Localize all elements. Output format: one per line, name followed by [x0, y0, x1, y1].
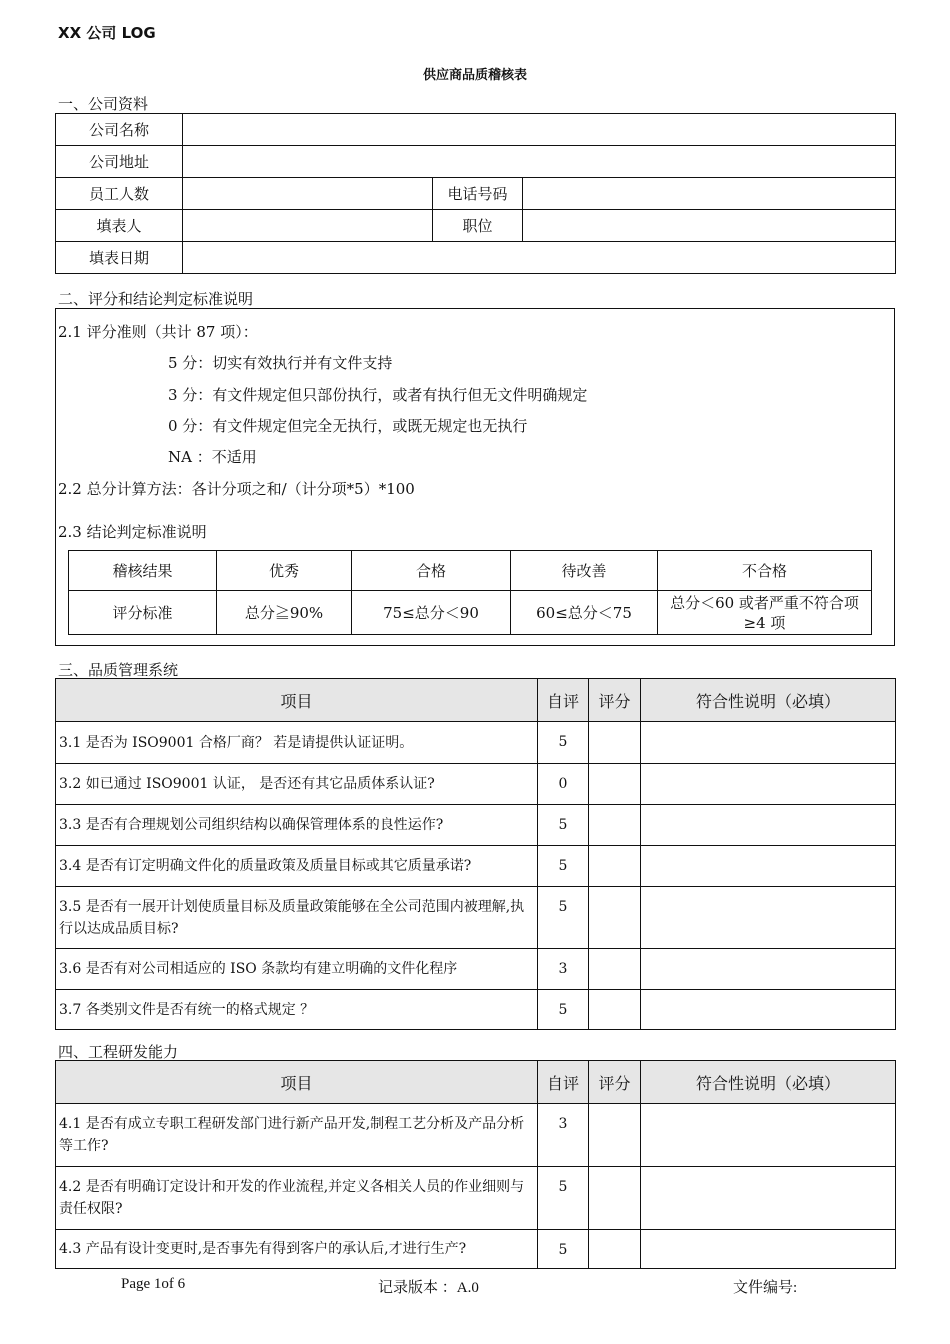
engineering-rd-table: [55, 1060, 896, 1269]
table-row-item: 4.2 是否有明确订定设计和开发的作业流程,并定义各相关人员的作业细则与责任权限?: [56, 1167, 538, 1230]
std-header-0: 稽核结果: [69, 551, 217, 591]
table-row-item: 3.3 是否有合理规划公司组织结构以确保管理体系的良性运作?: [56, 805, 538, 846]
phone-label: 电话号码: [433, 178, 523, 210]
score-cell[interactable]: [589, 846, 641, 887]
self-score[interactable]: 5: [538, 805, 589, 846]
q3-header-score: 评分: [589, 679, 641, 722]
std-header-2: 合格: [352, 551, 511, 591]
company-info-table: [55, 113, 896, 274]
std-header-4: 不合格: [658, 551, 872, 591]
criteria-line-7: 2.3 结论判定标准说明: [58, 523, 207, 541]
fill-date-field[interactable]: [183, 242, 896, 274]
company-name-label: 公司名称: [56, 114, 183, 146]
section3-title: 三、品质管理系统: [58, 661, 179, 679]
company-address-field[interactable]: [183, 146, 896, 178]
std-value-4: 总分＜60 或者严重不符合项≥4 项: [658, 591, 872, 635]
self-score[interactable]: 5: [538, 990, 589, 1030]
self-score[interactable]: 3: [538, 949, 589, 990]
employees-label: 员工人数: [56, 178, 183, 210]
criteria-box: [55, 308, 895, 646]
score-cell[interactable]: [589, 990, 641, 1030]
self-score[interactable]: 5: [538, 887, 589, 949]
criteria-line-4: 0 分：有文件规定但完全无执行，或既无规定也无执行: [168, 417, 528, 435]
compliance-note-cell[interactable]: [641, 1230, 896, 1269]
company-name-field[interactable]: [183, 114, 896, 146]
standard-table: [68, 550, 872, 635]
section4-title: 四、工程研发能力: [58, 1043, 179, 1061]
compliance-note-cell[interactable]: [641, 764, 896, 805]
compliance-note-cell[interactable]: [641, 1167, 896, 1230]
filler-field[interactable]: [183, 210, 433, 242]
table-row-item: 3.5 是否有一展开计划使质量目标及质量政策能够在全公司范围内被理解,执行以达成品质目标?: [56, 887, 538, 949]
compliance-note-cell[interactable]: [641, 887, 896, 949]
compliance-note-cell[interactable]: [641, 805, 896, 846]
self-score[interactable]: 0: [538, 764, 589, 805]
criteria-line-6: 2.2 总分计算方法：各计分项之和/（计分项*5）*100: [58, 480, 415, 498]
q4-header-self: 自评: [538, 1061, 589, 1104]
quality-system-table: [55, 678, 896, 1030]
form-title: 供应商品质稽核表: [422, 68, 527, 83]
score-cell[interactable]: [589, 887, 641, 949]
q4-header-item: 项目: [56, 1061, 538, 1104]
self-score[interactable]: 3: [538, 1104, 589, 1167]
page-number: Page 1of 6: [121, 1276, 186, 1292]
std-value-1: 总分≧90%: [217, 591, 352, 635]
company-logo: XX 公司 LOG: [58, 24, 156, 42]
std-value-3: 60≤总分＜75: [511, 591, 658, 635]
score-cell[interactable]: [589, 722, 641, 764]
self-score[interactable]: 5: [538, 1167, 589, 1230]
table-row-item: 3.1 是否为 ISO9001 合格厂商？ 若是请提供认证证明。: [56, 722, 538, 764]
filler-label: 填表人: [56, 210, 183, 242]
q3-header-item: 项目: [56, 679, 538, 722]
table-row-item: 3.6 是否有对公司相适应的 ISO 条款均有建立明确的文件化程序: [56, 949, 538, 990]
compliance-note-cell[interactable]: [641, 990, 896, 1030]
section1-title: 一、公司资料: [58, 95, 149, 113]
q3-header-note: 符合性说明（必填）: [641, 679, 896, 722]
fill-date-label: 填表日期: [56, 242, 183, 274]
criteria-line-1: 2.1 评分准则（共计 87 项）：: [58, 323, 258, 341]
table-row-item: 4.1 是否有成立专职工程研发部门进行新产品开发,制程工艺分析及产品分析等工作?: [56, 1104, 538, 1167]
criteria-line-3: 3 分：有文件规定但只部份执行，或者有执行但无文件明确规定: [168, 386, 588, 404]
compliance-note-cell[interactable]: [641, 1104, 896, 1167]
compliance-note-cell[interactable]: [641, 722, 896, 764]
score-cell[interactable]: [589, 1230, 641, 1269]
std-header-3: 待改善: [511, 551, 658, 591]
employees-field[interactable]: [183, 178, 433, 210]
criteria-line-2: 5 分：切实有效执行并有文件支持: [168, 354, 393, 372]
score-cell[interactable]: [589, 949, 641, 990]
q4-header-note: 符合性说明（必填）: [641, 1061, 896, 1104]
std-value-2: 75≤总分＜90: [352, 591, 511, 635]
self-score[interactable]: 5: [538, 722, 589, 764]
std-value-0: 评分标准: [69, 591, 217, 635]
document-number: 文件编号:: [733, 1280, 798, 1296]
record-version: 记录版本 ：A.0: [378, 1280, 479, 1296]
compliance-note-cell[interactable]: [641, 949, 896, 990]
table-row-item: 3.4 是否有订定明确文件化的质量政策及质量目标或其它质量承诺?: [56, 846, 538, 887]
std-header-1: 优秀: [217, 551, 352, 591]
self-score[interactable]: 5: [538, 1230, 589, 1269]
compliance-note-cell[interactable]: [641, 846, 896, 887]
section2-title: 二、评分和结论判定标准说明: [58, 290, 254, 308]
q3-header-self: 自评: [538, 679, 589, 722]
table-row-item: 3.2 如已通过 ISO9001 认证， 是否还有其它品质体系认证?: [56, 764, 538, 805]
company-address-label: 公司地址: [56, 146, 183, 178]
table-row-item: 4.3 产品有设计变更时,是否事先有得到客户的承认后,才进行生产?: [56, 1230, 538, 1269]
table-row-item: 3.7 各类别文件是否有统一的格式规定 ？: [56, 990, 538, 1030]
self-score[interactable]: 5: [538, 846, 589, 887]
score-cell[interactable]: [589, 1104, 641, 1167]
criteria-line-5: NA ：不适用: [168, 448, 257, 466]
score-cell[interactable]: [589, 1167, 641, 1230]
phone-field[interactable]: [523, 178, 896, 210]
score-cell[interactable]: [589, 805, 641, 846]
score-cell[interactable]: [589, 764, 641, 805]
position-label: 职位: [433, 210, 523, 242]
q4-header-score: 评分: [589, 1061, 641, 1104]
position-field[interactable]: [523, 210, 896, 242]
